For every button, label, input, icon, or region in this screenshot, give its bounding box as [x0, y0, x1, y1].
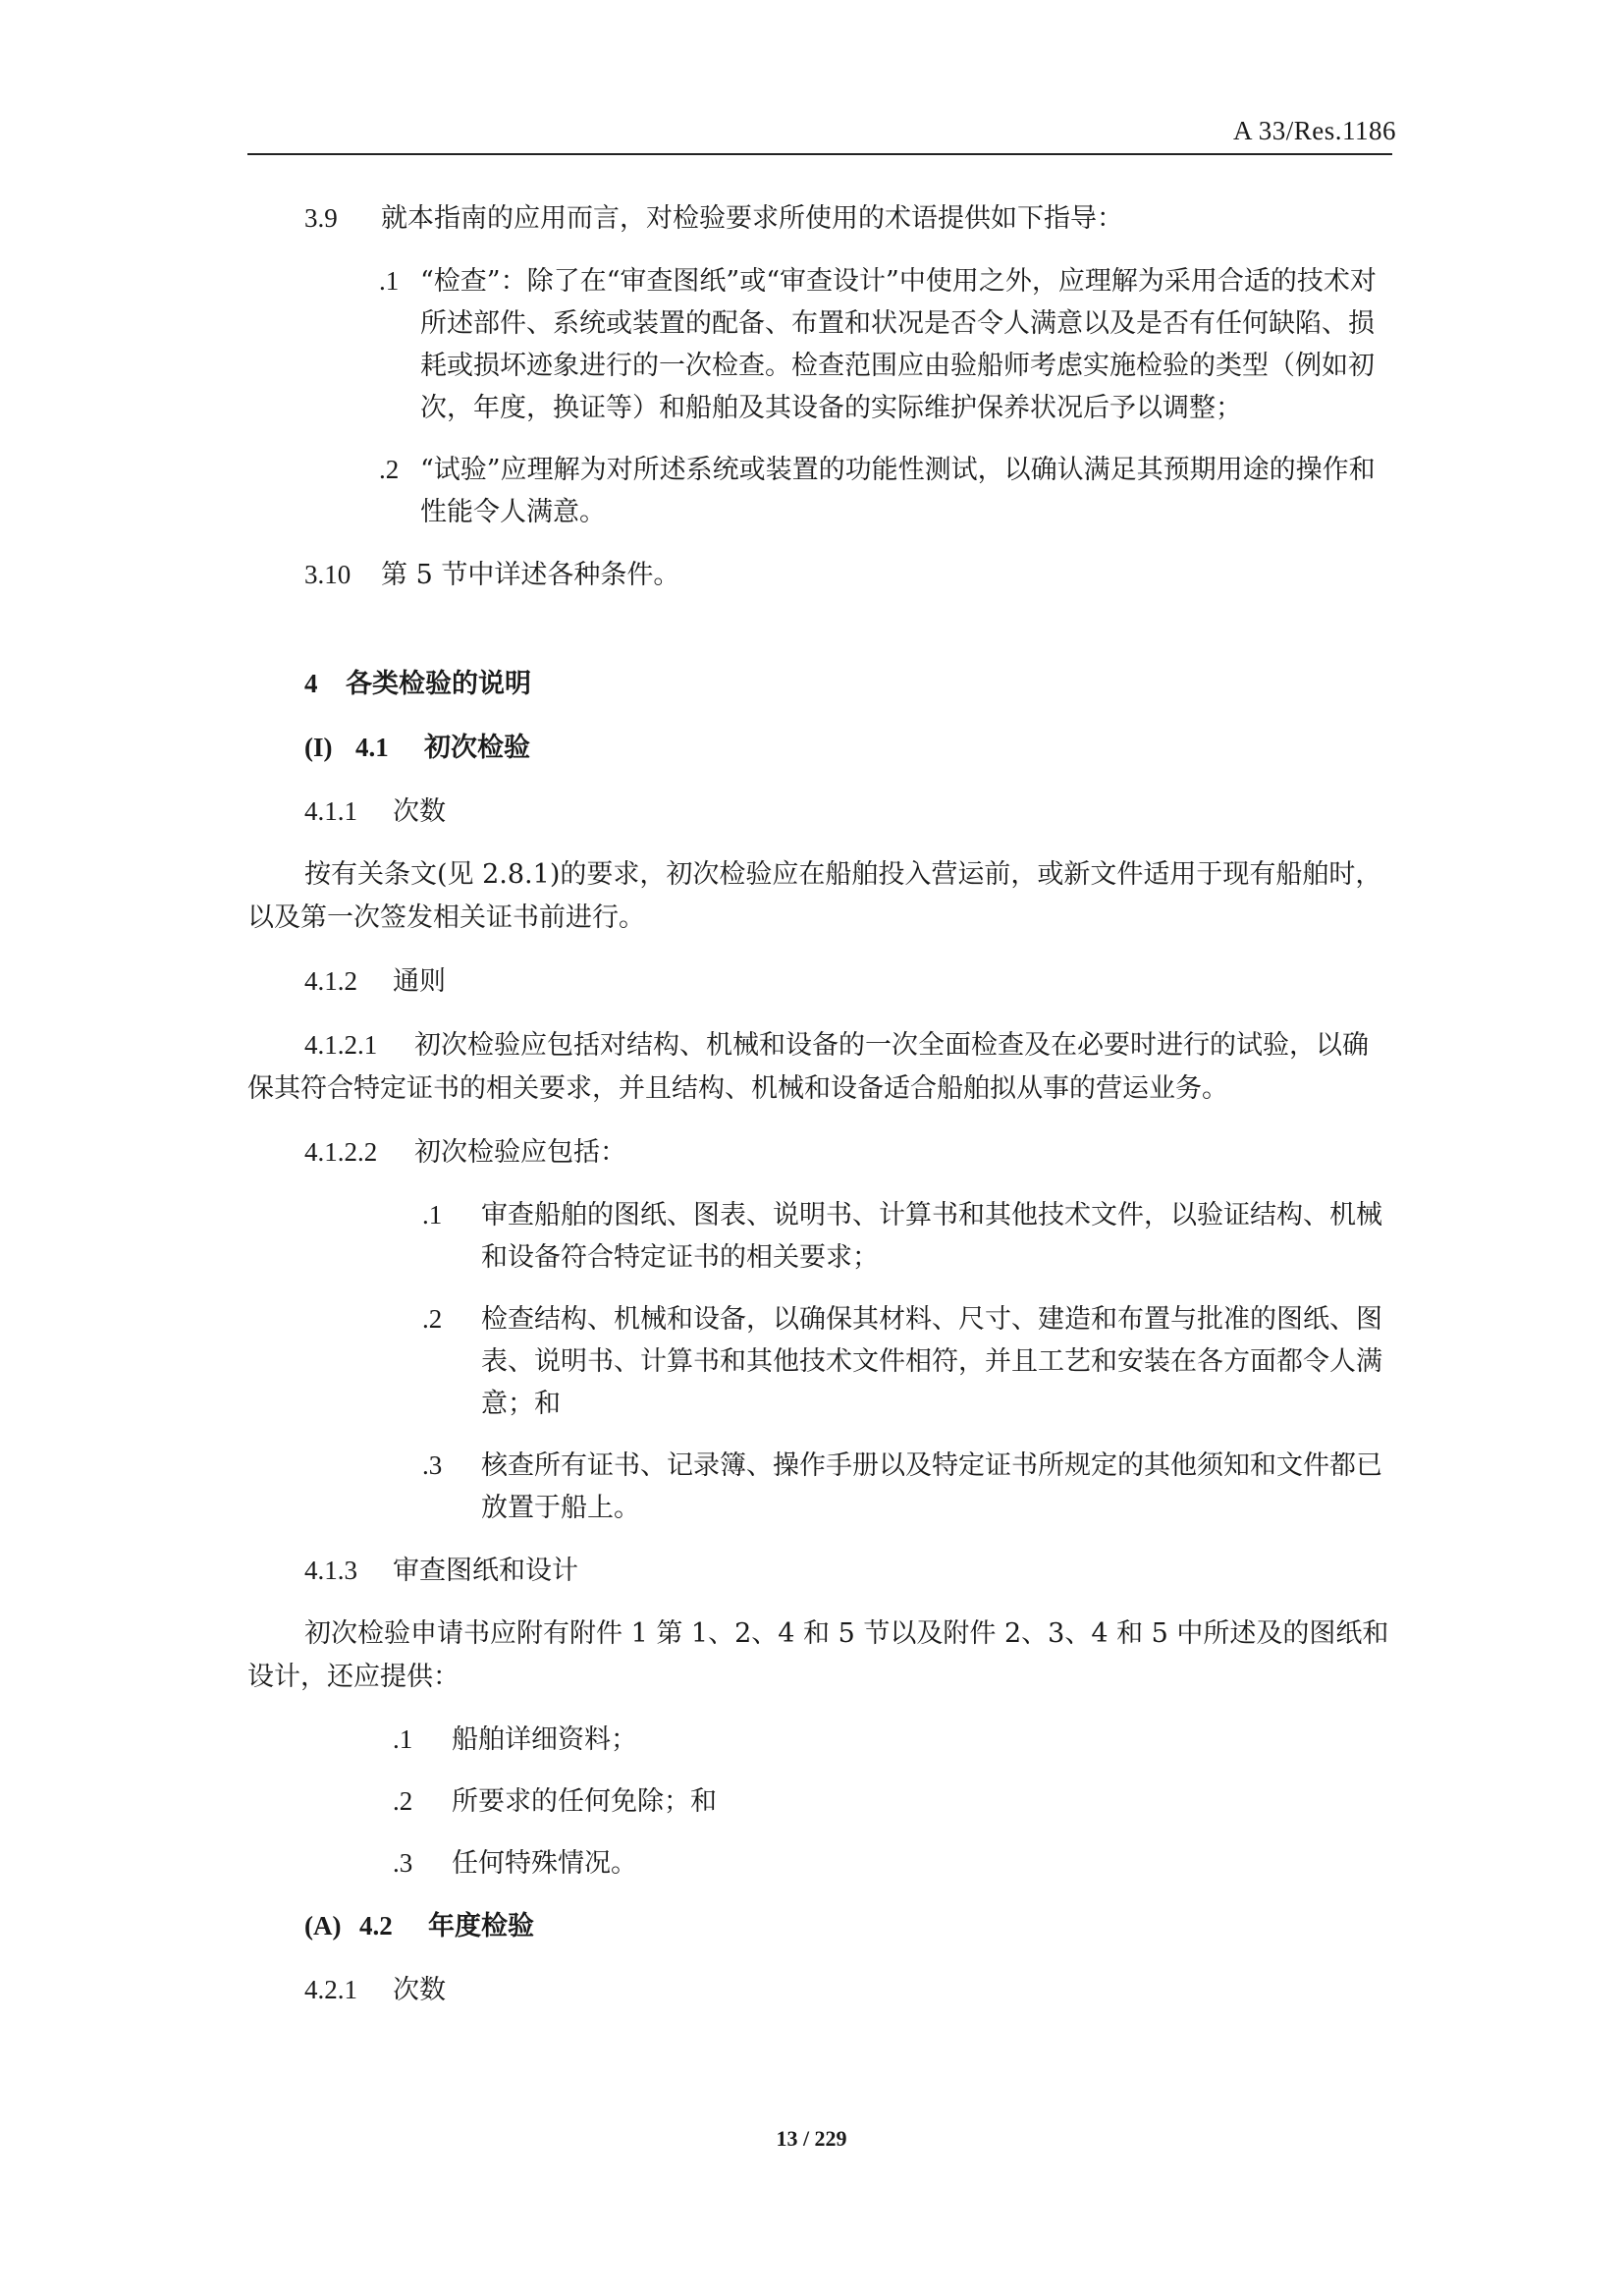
list-item-4-1-2-2-2 — [247, 1298, 1392, 1425]
subsection-number: 4.1.3 — [304, 1556, 357, 1585]
list-text: 核查所有证书、记录簿、操作手册以及特定证书所规定的其他须知和文件都已放置于船上。 — [481, 1450, 1382, 1523]
list-item-4-1-2-2-3 — [247, 1445, 1392, 1529]
subsection-4-1-3 — [247, 1549, 1392, 1593]
paragraph-number: 3.10 — [304, 560, 352, 589]
list-marker: .3 — [393, 1848, 413, 1878]
list-item-4-1-3-2 — [247, 1780, 1392, 1823]
page-number: 13 / 229 — [776, 2126, 847, 2151]
section-heading-4-2 — [247, 1904, 1392, 1948]
subsection-4-2-1 — [247, 1968, 1392, 2012]
list-text: 船舶详细资料； — [452, 1724, 637, 1755]
section-number: 4.1 — [355, 733, 389, 762]
header-rule — [247, 153, 1392, 155]
list-item-4-1-3-3 — [247, 1842, 1392, 1885]
subsection-4-1-2 — [247, 959, 1392, 1004]
list-marker: .2 — [393, 1786, 413, 1816]
paragraph-4-1-2-2 — [247, 1130, 1392, 1175]
paragraph-4-1-2-1 — [247, 1023, 1392, 1111]
list-marker: .3 — [422, 1450, 443, 1480]
paragraph-text: 第 5 节中详述各种条件。 — [381, 560, 680, 590]
subsection-number: 4.2.1 — [304, 1975, 357, 2004]
paragraph-4-1-1: 按有关条文(见 2.8.1)的要求，初次检验应在船舶投入营运前，或新文件适用于现有船舶时，以及第一次签发相关证书前进行。 — [247, 859, 1382, 933]
paragraph-text: 初次检验应包括对结构、机械和设备的一次全面检查及在必要时进行的试验，以确保其符合特定证书的相关要求，并且结构、机械和设备适合船舶拟从事的营运业务。 — [247, 1030, 1369, 1104]
paragraph-text: 就本指南的应用而言，对检验要求所使用的术语提供如下指导： — [381, 203, 1123, 234]
subsection-4-1-1 — [247, 790, 1392, 834]
subsection-title: 次数 — [393, 1975, 446, 2005]
list-marker: .1 — [393, 1724, 413, 1754]
list-text: 任何特殊情况。 — [452, 1848, 637, 1879]
paragraph-number: 3.9 — [304, 203, 338, 233]
survey-type-code: (A) — [304, 1911, 342, 1941]
list-marker: .2 — [422, 1304, 443, 1334]
list-item-3-9-2 — [247, 449, 1392, 533]
subsection-title: 审查图纸和设计 — [393, 1556, 578, 1586]
paragraph-number: 4.1.2.1 — [304, 1030, 378, 1060]
section-title: 初次检验 — [424, 733, 530, 763]
section-heading-4-1 — [247, 726, 1392, 770]
page-body — [247, 196, 1392, 2012]
paragraph-3-10 — [247, 553, 1392, 597]
list-marker: .1 — [379, 266, 400, 296]
section-title: 年度检验 — [428, 1911, 534, 1941]
list-item-3-9-1 — [247, 260, 1392, 429]
survey-type-code: (I) — [304, 733, 333, 762]
paragraph-4-1-3: 初次检验申请书应附有附件 1 第 1、2、4 和 5 节以及附件 2、3、4 和 5 中所述及的图纸和设计，还应提供： — [247, 1618, 1389, 1692]
subsection-title: 次数 — [393, 796, 446, 827]
document-symbol: A 33/Res.1186 — [1232, 116, 1396, 145]
list-marker: .1 — [422, 1200, 443, 1230]
section-heading-4 — [247, 662, 1392, 706]
section-number: 4 — [304, 669, 318, 698]
list-text: “检查”：除了在“审查图纸”或“审查设计”中使用之外，应理解为采用合适的技术对所述部件、系统或装置的配备、布置和状况是否令人满意以及是否有任何缺陷、损耗或损坏迹象进行的一次检查。检查范围应由验船师考虑实施检验的类型（例如初次，年度，换证等）和船舶及其设备的实际维护保养状况后予以调整； — [420, 266, 1377, 423]
section-title: 各类检验的说明 — [346, 669, 531, 699]
paragraph-3-9 — [247, 196, 1392, 241]
list-text: 审查船舶的图纸、图表、说明书、计算书和其他技术文件，以验证结构、机械和设备符合特定证书的相关要求； — [481, 1200, 1382, 1273]
list-text: 检查结构、机械和设备，以确保其材料、尺寸、建造和布置与批准的图纸、图表、说明书、计算书和其他技术文件相符，并且工艺和安装在各方面都令人满意；和 — [481, 1304, 1382, 1419]
subsection-number: 4.1.1 — [304, 796, 357, 826]
paragraph-number: 4.1.2.2 — [304, 1137, 378, 1167]
list-text: 所要求的任何免除；和 — [452, 1786, 717, 1817]
subsection-number: 4.1.2 — [304, 966, 357, 996]
paragraph-text: 初次检验应包括： — [414, 1137, 626, 1168]
section-number: 4.2 — [359, 1911, 393, 1941]
list-item-4-1-3-1 — [247, 1719, 1392, 1761]
list-text: “试验”应理解为对所述系统或装置的功能性测试，以确认满足其预期用途的操作和性能令人满意。 — [420, 455, 1376, 527]
subsection-title: 通则 — [393, 966, 446, 997]
list-item-4-1-2-2-1 — [247, 1194, 1392, 1279]
list-marker: .2 — [379, 455, 400, 484]
